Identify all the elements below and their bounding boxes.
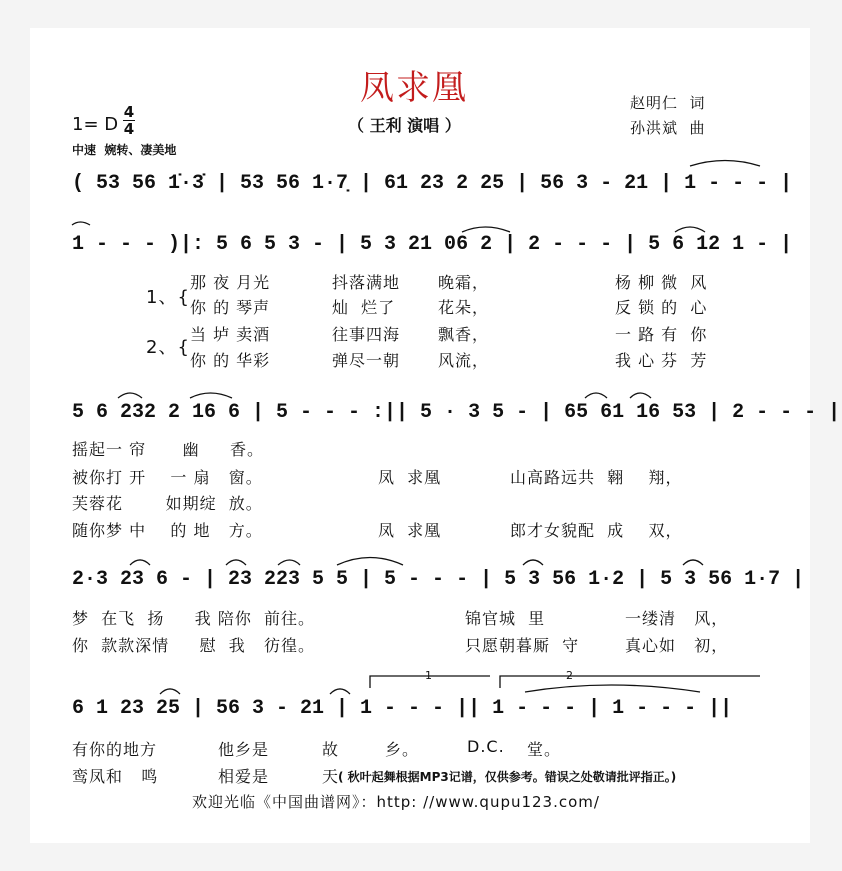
lyric-line: 随你梦 中 的 地 方。 bbox=[72, 521, 263, 540]
composer-credit: 孙洪斌 曲 bbox=[630, 119, 706, 137]
tie-slur bbox=[525, 685, 700, 692]
website-credit: 欢迎光临《中国曲谱网》：http: //www.qupu123.com/ bbox=[192, 793, 600, 811]
key-signature: 1= D bbox=[72, 114, 119, 135]
lyric-line: 摇起一 帘 幽 香。 bbox=[72, 440, 265, 459]
tie-slur bbox=[690, 161, 760, 167]
tie-slur bbox=[278, 560, 300, 565]
tie-slur bbox=[160, 689, 180, 694]
lyric-line: 有你的地方 bbox=[72, 740, 158, 759]
time-signature-bottom: 4 bbox=[123, 120, 135, 138]
verse-number-2: 2、{ bbox=[146, 337, 190, 358]
tie-slur bbox=[462, 227, 510, 232]
lyric-line: 乡。 bbox=[385, 740, 420, 759]
lyric-line: 反 锁 的 心 bbox=[615, 298, 708, 317]
notation-line-3: 5 6 232 2 16 6 | 5 - - - :|| 5 · 3 5 - | 65 61 16 53 | 2 - - - | bbox=[72, 401, 841, 424]
lyric-line: 山高路远共 翱 翔， bbox=[510, 468, 683, 487]
tie-slur bbox=[72, 222, 90, 225]
volta-1-bracket bbox=[370, 676, 490, 688]
tie-slur bbox=[585, 393, 607, 398]
song-title: 凤求凰 bbox=[360, 68, 468, 108]
notation-line-2: 1 - - - )|: 5 6 5 3 - | 5 3 21 06 2 | 2 - - - | 5 6 12 1 - | bbox=[72, 233, 793, 256]
tie-slur bbox=[683, 560, 703, 565]
tie-slur bbox=[337, 558, 403, 566]
lyric-line: 郎才女貌配 成 双， bbox=[510, 521, 683, 540]
lyric-line: 芙蓉花 如期绽 放。 bbox=[72, 494, 263, 513]
lyric-line: 你 的 华彩 bbox=[190, 351, 271, 370]
lyric-line: 弹尽一朝 bbox=[332, 351, 401, 370]
tie-slur bbox=[630, 393, 651, 398]
dc-marking: D.C. bbox=[467, 737, 505, 756]
lyric-line: 杨 柳 微 风 bbox=[615, 273, 708, 292]
lyric-line: 当 垆 卖酒 bbox=[190, 325, 271, 344]
notation-line-5: 6 1 23 25 | 56 3 - 21 | 1 - - - || 1 - - - | 1 - - - || bbox=[72, 697, 733, 720]
lyric-line: 凤 求凰 bbox=[378, 521, 442, 540]
lyric-line: 一缕清 风， bbox=[625, 609, 729, 628]
lyric-line: 风流， bbox=[438, 351, 490, 370]
tie-slur bbox=[675, 227, 705, 232]
lyric-line: 你 款款深情 慰 我 彷徨。 bbox=[72, 636, 316, 655]
lyric-line: 鸾凤和 鸣 bbox=[72, 767, 159, 786]
lyric-line: 花朵， bbox=[438, 298, 490, 317]
tie-slur bbox=[226, 560, 246, 565]
lyric-line: 我 心 芬 芳 bbox=[615, 351, 708, 370]
lyric-line: 晚霜， bbox=[438, 273, 490, 292]
lyric-line: 你 的 琴声 bbox=[190, 298, 271, 317]
lyric-line: 那 夜 月光 bbox=[190, 273, 271, 292]
transcription-note: ( 秋叶起舞根据MP3记谱，仅供参考。错误之处敬请批评指正。) bbox=[338, 770, 677, 784]
lyric-line: 故 bbox=[322, 740, 340, 759]
time-signature-top: 4 bbox=[123, 103, 135, 121]
lyric-line: 锦官城 里 bbox=[465, 609, 546, 628]
volta-2-label: 2 bbox=[566, 669, 573, 682]
lyric-line: 相爱是 bbox=[218, 767, 270, 786]
lyric-line: 只愿朝暮厮 守 bbox=[465, 636, 580, 655]
lyric-line: 被你打 开 一 扇 窗。 bbox=[72, 468, 263, 487]
notation-line-1: ( 53 56 1̇·3̇ | 53 56 1·7̣ | 61 23 2 25 | 56 3 - 21 | 1 - - - | bbox=[72, 172, 793, 195]
volta-1-label: 1 bbox=[425, 669, 432, 682]
volta-2-bracket bbox=[500, 676, 760, 688]
lyric-line: 梦 在飞 扬 我 陪你 前往。 bbox=[72, 609, 316, 628]
tie-slur bbox=[190, 393, 232, 398]
tie-slur bbox=[330, 689, 350, 694]
lyric-line: 天 bbox=[322, 767, 340, 786]
lyric-line: 他乡是 bbox=[218, 740, 270, 759]
lyricist-credit: 赵明仁 词 bbox=[630, 94, 706, 112]
tie-slur bbox=[118, 393, 142, 398]
lyric-line: 真心如 初， bbox=[625, 636, 729, 655]
lyric-line: 飘香， bbox=[438, 325, 490, 344]
lyric-line: 抖落满地 bbox=[332, 273, 401, 292]
lyric-line: 往事四海 bbox=[332, 325, 401, 344]
notation-line-4: 2·3 23 6 - | 23 223 5 5 | 5 - - - | 5 3 56 1·2 | 5 3 56 1·7 | bbox=[72, 568, 805, 591]
lyric-line: 灿 烂了 bbox=[332, 298, 396, 317]
tie-slur bbox=[130, 560, 150, 565]
lyric-line: 一 路 有 你 bbox=[615, 325, 708, 344]
tempo-marking: 中速 婉转、凄美地 bbox=[72, 143, 177, 157]
lyric-line: 凤 求凰 bbox=[378, 468, 442, 487]
lyric-line: 堂。 bbox=[527, 740, 562, 759]
singer-credit: （ 王利 演唱 ） bbox=[348, 116, 461, 135]
verse-number-1: 1、{ bbox=[146, 287, 190, 308]
tie-slur bbox=[523, 560, 543, 565]
